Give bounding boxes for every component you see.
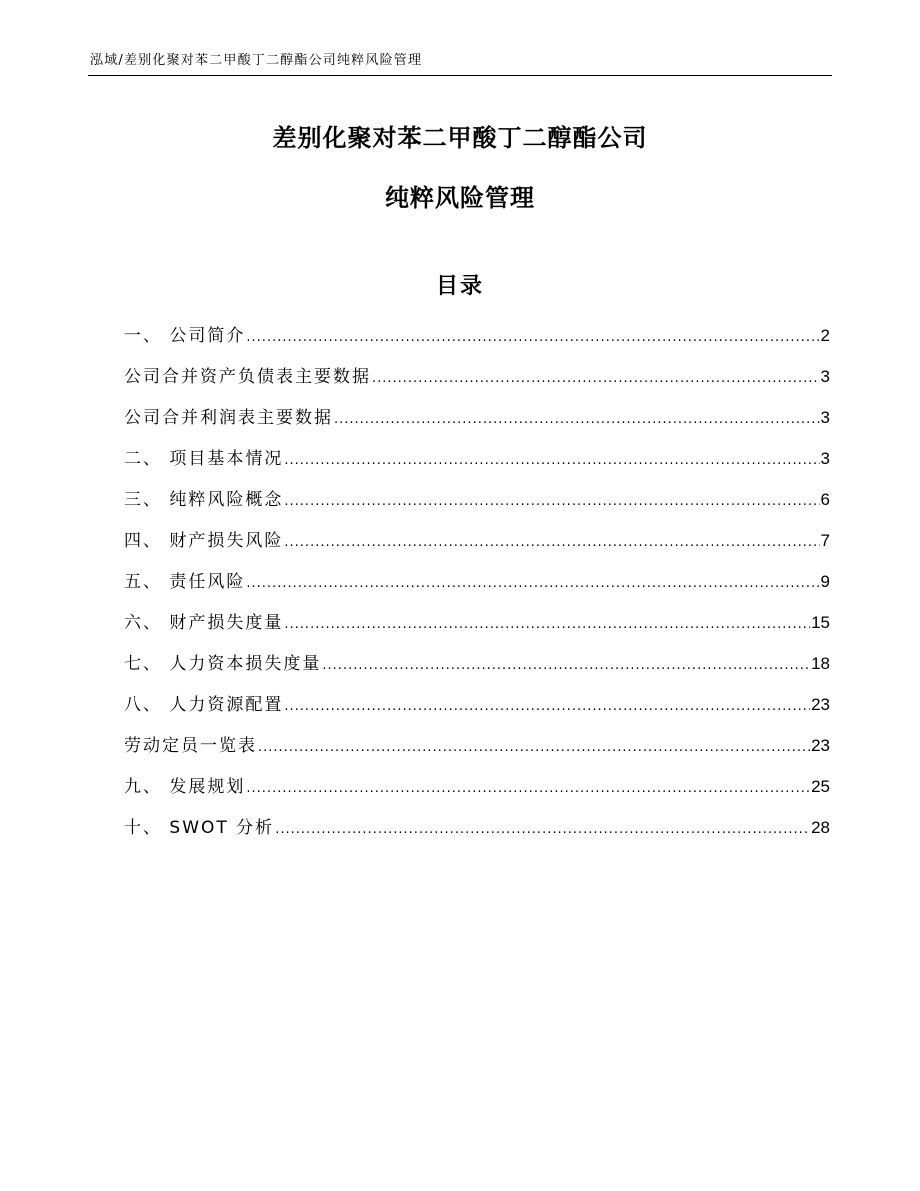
toc-leader-dots xyxy=(284,609,810,639)
toc-page-number: 23 xyxy=(811,695,830,714)
toc-leader-dots xyxy=(284,691,810,721)
toc-entry-label: 九、 发展规划 xyxy=(124,777,246,797)
toc-entry[interactable] xyxy=(124,322,830,363)
toc-entry[interactable] xyxy=(124,732,830,773)
toc-page-number: 3 xyxy=(820,449,830,468)
toc-entry-label: 七、 人力资本损失度量 xyxy=(124,654,322,674)
toc-page-number: 25 xyxy=(811,777,830,796)
toc-entry[interactable] xyxy=(124,691,830,732)
toc-entry-label: 劳动定员一览表 xyxy=(124,736,257,756)
toc-page-number: 18 xyxy=(811,654,830,673)
toc-entry[interactable] xyxy=(124,814,830,855)
toc-leader-dots xyxy=(284,527,819,557)
toc-page-number: 23 xyxy=(811,736,830,755)
toc-page-number: 28 xyxy=(811,818,830,837)
toc-entry[interactable] xyxy=(124,527,830,568)
toc-page-number: 3 xyxy=(820,367,830,386)
toc-entry-label: 公司合并资产负债表主要数据 xyxy=(124,367,371,387)
toc-entry-label: 十、 SWOT 分析 xyxy=(124,818,275,838)
document-title-line-1: 差别化聚对苯二甲酸丁二醇酯公司 xyxy=(272,124,648,152)
toc-page-number: 6 xyxy=(820,490,830,509)
toc-leader-dots xyxy=(246,322,819,352)
toc-leader-dots xyxy=(246,568,819,598)
toc-leader-dots xyxy=(275,814,810,844)
toc-leader-dots xyxy=(284,445,819,475)
toc-entry-label: 五、 责任风险 xyxy=(124,572,246,592)
toc-leader-dots xyxy=(334,404,820,434)
toc-entry[interactable] xyxy=(124,609,830,650)
toc-entry-label: 二、 项目基本情况 xyxy=(124,449,284,469)
toc-leader-dots xyxy=(322,650,810,680)
toc-entry[interactable] xyxy=(124,568,830,609)
table-of-contents xyxy=(124,322,830,855)
toc-leader-dots xyxy=(258,732,810,762)
toc-entry[interactable] xyxy=(124,404,830,445)
toc-leader-dots xyxy=(246,773,810,803)
toc-leader-dots xyxy=(372,363,820,393)
toc-page-number: 9 xyxy=(820,572,830,591)
toc-entry[interactable] xyxy=(124,773,830,814)
running-header: 泓域/差别化聚对苯二甲酸丁二醇酯公司纯粹风险管理 xyxy=(90,53,423,68)
toc-leader-dots xyxy=(284,486,819,516)
toc-entry-label: 八、 人力资源配置 xyxy=(124,695,284,715)
toc-page-number: 7 xyxy=(820,531,830,550)
toc-entry-label: 三、 纯粹风险概念 xyxy=(124,490,284,510)
toc-heading: 目录 xyxy=(435,274,484,299)
toc-entry-label: 公司合并利润表主要数据 xyxy=(124,408,333,428)
toc-entry[interactable] xyxy=(124,486,830,527)
toc-entry-label: 四、 财产损失风险 xyxy=(124,531,284,551)
toc-page-number: 2 xyxy=(820,326,830,345)
toc-entry[interactable] xyxy=(124,363,830,404)
toc-entry-label: 一、 公司简介 xyxy=(124,326,246,346)
toc-page-number: 3 xyxy=(820,408,830,427)
toc-page-number: 15 xyxy=(811,613,830,632)
document-title-line-2: 纯粹风险管理 xyxy=(385,184,535,212)
toc-entry-label: 六、 财产损失度量 xyxy=(124,613,284,633)
toc-entry[interactable] xyxy=(124,445,830,486)
toc-entry[interactable] xyxy=(124,650,830,691)
header-divider xyxy=(88,75,832,76)
